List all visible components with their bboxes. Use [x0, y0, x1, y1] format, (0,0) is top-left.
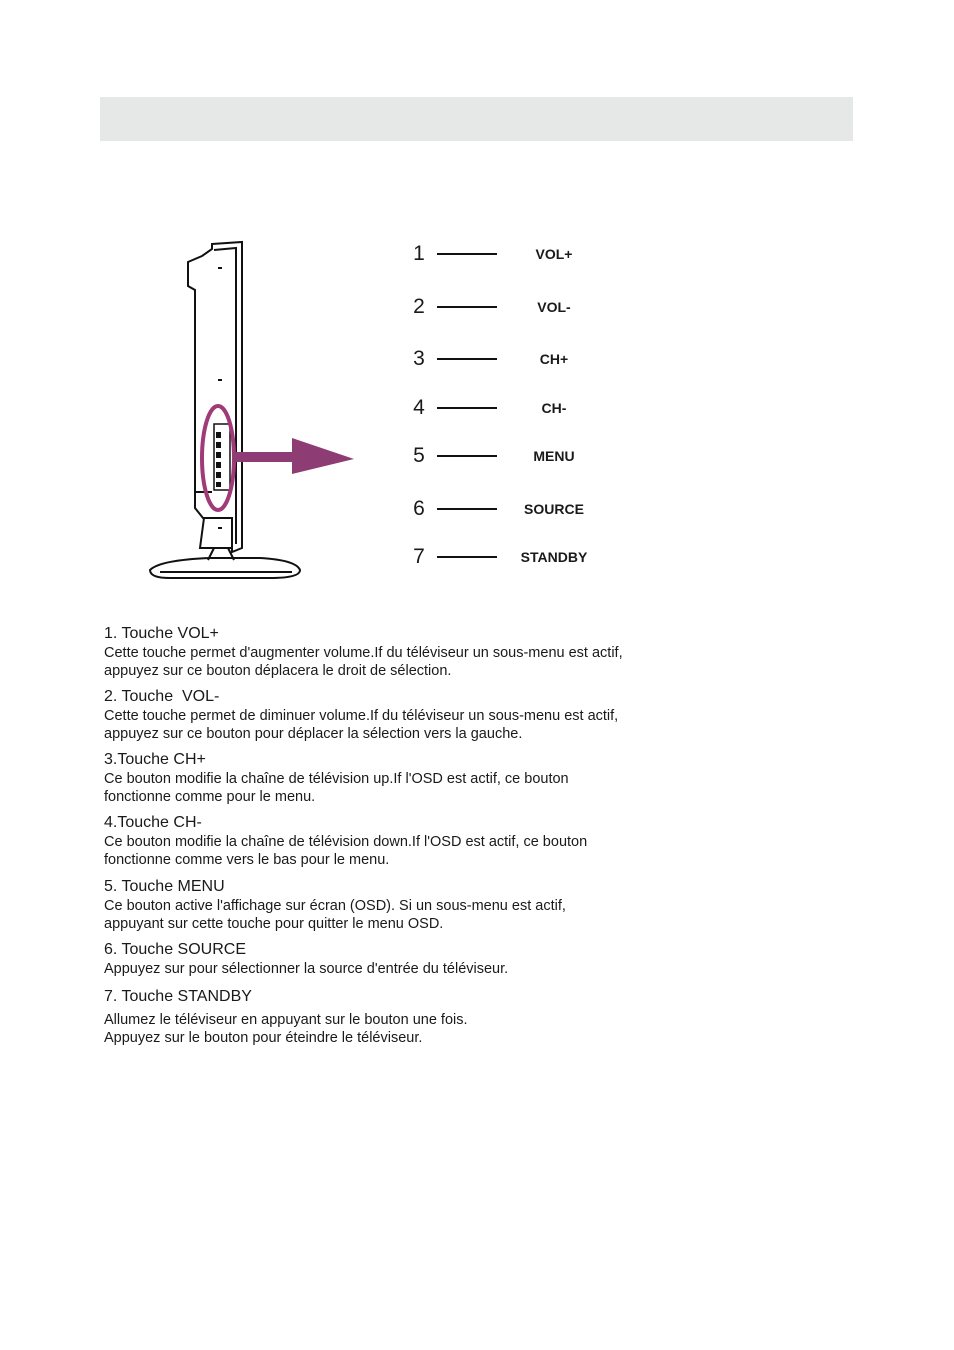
description-source	[104, 940, 744, 978]
description-line: Ce bouton modifie la chaîne de télévision up.If l'OSD est actif, ce bouton	[104, 771, 569, 787]
button-number: 4	[413, 396, 425, 419]
description-line: appuyant sur cette touche pour quitter le menu OSD.	[104, 916, 444, 932]
description-line: Allumez le téléviseur en appuyant sur le bouton une fois.	[104, 1012, 468, 1028]
description-title: 7. Touche STANDBY	[104, 988, 252, 1005]
description-line: Ce bouton modifie la chaîne de télévision down.If l'OSD est actif, ce bouton	[104, 834, 588, 850]
description-ch-minus	[104, 813, 744, 869]
button-number: 5	[413, 444, 425, 467]
description-line: Cette touche permet de diminuer volume.If du téléviseur un sous-menu est actif,	[104, 708, 619, 724]
description-title: 2. Touche VOL-	[104, 688, 220, 705]
leader-line	[437, 306, 497, 308]
description-vol-minus	[104, 687, 744, 743]
description-line: Appuyez sur pour sélectionner la source d'entrée du téléviseur.	[104, 961, 509, 977]
description-line: fonctionne comme vers le bas pour le menu.	[104, 852, 390, 868]
leader-line	[437, 253, 497, 255]
description-title: 4.Touche CH-	[104, 814, 202, 831]
description-line: Ce bouton active l'affichage sur écran (OSD). Si un sous-menu est actif,	[104, 898, 566, 914]
header-band	[100, 97, 853, 141]
button-row-3	[408, 346, 648, 374]
description-ch-plus	[104, 750, 744, 806]
description-standby	[104, 987, 744, 1047]
description-vol-plus	[104, 624, 744, 680]
button-row-2	[408, 294, 648, 322]
button-label: CH-	[541, 400, 567, 416]
description-line: appuyez sur ce bouton déplacera le droit de sélection.	[104, 663, 452, 679]
description-line: Appuyez sur le bouton pour éteindre le téléviseur.	[104, 1030, 423, 1046]
button-number: 7	[413, 545, 425, 568]
button-row-4	[408, 395, 648, 423]
button-number: 1	[413, 242, 425, 265]
description-line: fonctionne comme pour le menu.	[104, 789, 316, 805]
button-label: MENU	[533, 448, 575, 464]
button-row-1	[408, 241, 648, 269]
description-title: 1. Touche VOL+	[104, 625, 219, 642]
description-menu	[104, 877, 744, 933]
button-number: 3	[413, 347, 425, 370]
button-label: VOL-	[537, 299, 571, 315]
description-line: appuyez sur ce bouton pour déplacer la sélection vers la gauche.	[104, 726, 523, 742]
leader-line	[437, 358, 497, 360]
button-number: 2	[413, 295, 425, 318]
description-line: Cette touche permet d'augmenter volume.If du téléviseur un sous-menu est actif,	[104, 645, 623, 661]
button-row-6	[408, 496, 648, 524]
button-label: SOURCE	[524, 501, 584, 517]
leader-line	[437, 556, 497, 558]
description-title: 6. Touche SOURCE	[104, 941, 246, 958]
tv-side-view-illustration	[140, 236, 370, 586]
description-title: 5. Touche MENU	[104, 878, 225, 895]
leader-line	[437, 407, 497, 409]
button-label: CH+	[539, 351, 569, 367]
button-label: STANDBY	[520, 549, 588, 565]
description-title: 3.Touche CH+	[104, 751, 206, 768]
button-row-5	[408, 443, 648, 471]
leader-line	[437, 508, 497, 510]
leader-line	[437, 455, 497, 457]
button-row-7	[408, 544, 648, 572]
button-number: 6	[413, 497, 425, 520]
button-label: VOL+	[535, 246, 573, 262]
